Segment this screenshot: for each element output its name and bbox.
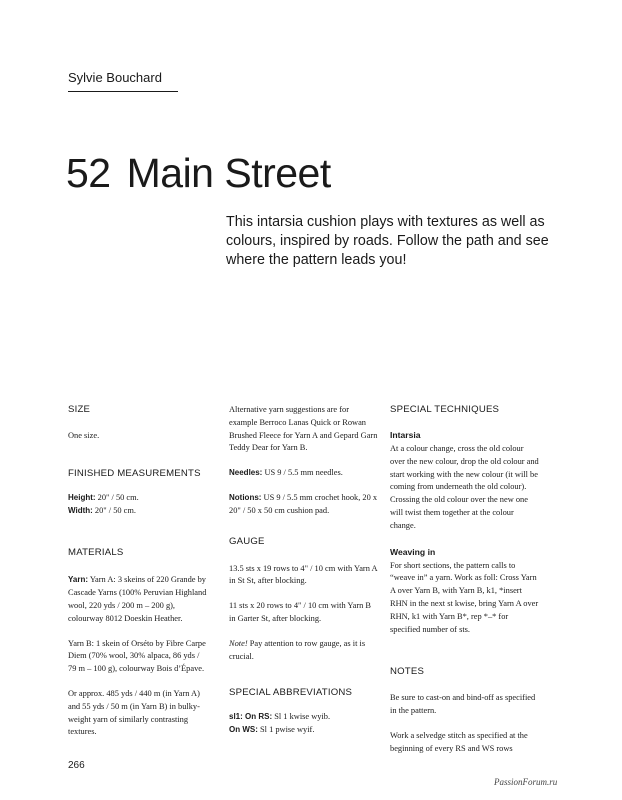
pattern-number: 52 bbox=[66, 150, 111, 196]
watermark: PassionForum.ru bbox=[494, 777, 558, 787]
weaving-text: For short sections, the pattern calls to “weave in” a yarn. Work as foll: Cross Yarn A over Yarn B, with Yarn B, k1, *insert RHN in the next st kwise, bring Yarn A over RHN, k1 with Yarn B*, rep *–* for specified number of sts. bbox=[390, 560, 539, 634]
height-line bbox=[68, 492, 208, 505]
notes-heading: NOTES bbox=[390, 666, 425, 678]
page-title bbox=[66, 150, 331, 197]
abbrev-heading: SPECIAL ABBREVIATIONS bbox=[229, 687, 353, 699]
notions-label: Notions: bbox=[229, 492, 262, 502]
gauge-line-1: 13.5 sts x 19 rows to 4" / 10 cm with Yarn A in St St, after blocking. bbox=[229, 563, 378, 586]
intarsia-text: At a colour change, cross the old colour over the new colour, drop the old colour and start working with the new colour (it will be coming from underneath the old colour). Crossing the old colour over the new one will twist them together at the colour change. bbox=[390, 444, 539, 530]
gauge-note bbox=[229, 638, 379, 664]
note-text: Pay attention to row gauge, as it is crucial. bbox=[229, 638, 366, 661]
techniques-heading: SPECIAL TECHNIQUES bbox=[390, 404, 500, 415]
width-label: Width: bbox=[68, 505, 93, 515]
pattern-name: Main Street bbox=[126, 150, 331, 196]
abbrev-rs-text: Sl 1 kwise wyib. bbox=[274, 712, 331, 722]
materials-heading: MATERIALS bbox=[68, 547, 124, 559]
height-value: 20" / 50 cm. bbox=[97, 492, 139, 502]
size-heading: SIZE bbox=[68, 404, 91, 415]
note-label: Note! bbox=[229, 638, 248, 648]
width-value: 20" / 50 cm. bbox=[94, 505, 137, 515]
abbrev-ws-text: Sl 1 pwise wyif. bbox=[259, 725, 315, 735]
height-label: Height: bbox=[68, 492, 96, 502]
column-left bbox=[68, 404, 208, 739]
needles-value: US 9 / 5.5 mm needles. bbox=[264, 468, 343, 478]
column-right bbox=[390, 404, 540, 756]
finished-heading: FINISHED MEASUREMENTS bbox=[68, 467, 201, 479]
intro-paragraph: This intarsia cushion plays with textures as well as colours, inspired by roads. Follow the path and see where the pattern leads you! bbox=[226, 214, 549, 268]
column-middle bbox=[229, 404, 379, 737]
needles-line bbox=[229, 467, 379, 480]
gauge-line-2: 11 sts x 20 rows to 4" / 10 cm with Yarn B in Garter St, after blocking. bbox=[229, 601, 372, 623]
yarn-label: Yarn: bbox=[68, 575, 89, 585]
needles-label: Needles: bbox=[229, 468, 263, 478]
intarsia-title: Intarsia bbox=[390, 430, 421, 440]
alt-yarn-text: Alternative yarn suggestions are for example Berroco Lanas Quick or Rowan Brushed Fleece for Yarn A and Gepard Garn Teddy Dear for Yarn B. bbox=[229, 405, 378, 453]
abbrev-rs-label: sl1: On RS: bbox=[229, 712, 273, 722]
weaving-title: Weaving in bbox=[390, 546, 436, 557]
abbrev-rs bbox=[229, 711, 379, 724]
width-line bbox=[68, 505, 208, 518]
yarn-a-text bbox=[68, 574, 208, 625]
notions-line bbox=[229, 492, 379, 518]
notes-line-1: Be sure to cast-on and bind-off as specified in the pattern. bbox=[390, 693, 536, 716]
abbrev-ws bbox=[229, 724, 379, 737]
gauge-heading: GAUGE bbox=[229, 535, 265, 547]
page-number: 266 bbox=[68, 760, 85, 771]
yarn-b-text: Yarn B: 1 skein of Orséto by Fibre Carpe Diem (70% wool, 30% alpaca, 86 yds / 79 m – 100 g), colourway Bois d’Épave. bbox=[68, 638, 206, 674]
abbrev-ws-label: On WS: bbox=[229, 725, 258, 735]
notions-value: US 9 / 5.5 mm crochet hook, 20 x 20" / 50 x 50 cm cushion pad. bbox=[229, 492, 378, 515]
yarn-a-desc: Yarn A: 3 skeins of 220 Grande by Cascade Yarns (100% Peruvian Highland wool, 220 yds / 200 m – 200 g), colourway 8012 Doeskin Heather. bbox=[68, 575, 207, 623]
yarn-approx-text: Or approx. 485 yds / 440 m (in Yarn A) and 55 yds / 50 m (in Yarn B) in bulky-weight yarn of similarly contrasting textures. bbox=[68, 688, 200, 737]
author-underline bbox=[68, 91, 178, 92]
size-text: One size. bbox=[68, 431, 100, 440]
author-name: Sylvie Bouchard bbox=[68, 70, 162, 85]
notes-line-2: Work a selvedge stitch as specified at the beginning of every RS and WS rows bbox=[390, 730, 528, 753]
